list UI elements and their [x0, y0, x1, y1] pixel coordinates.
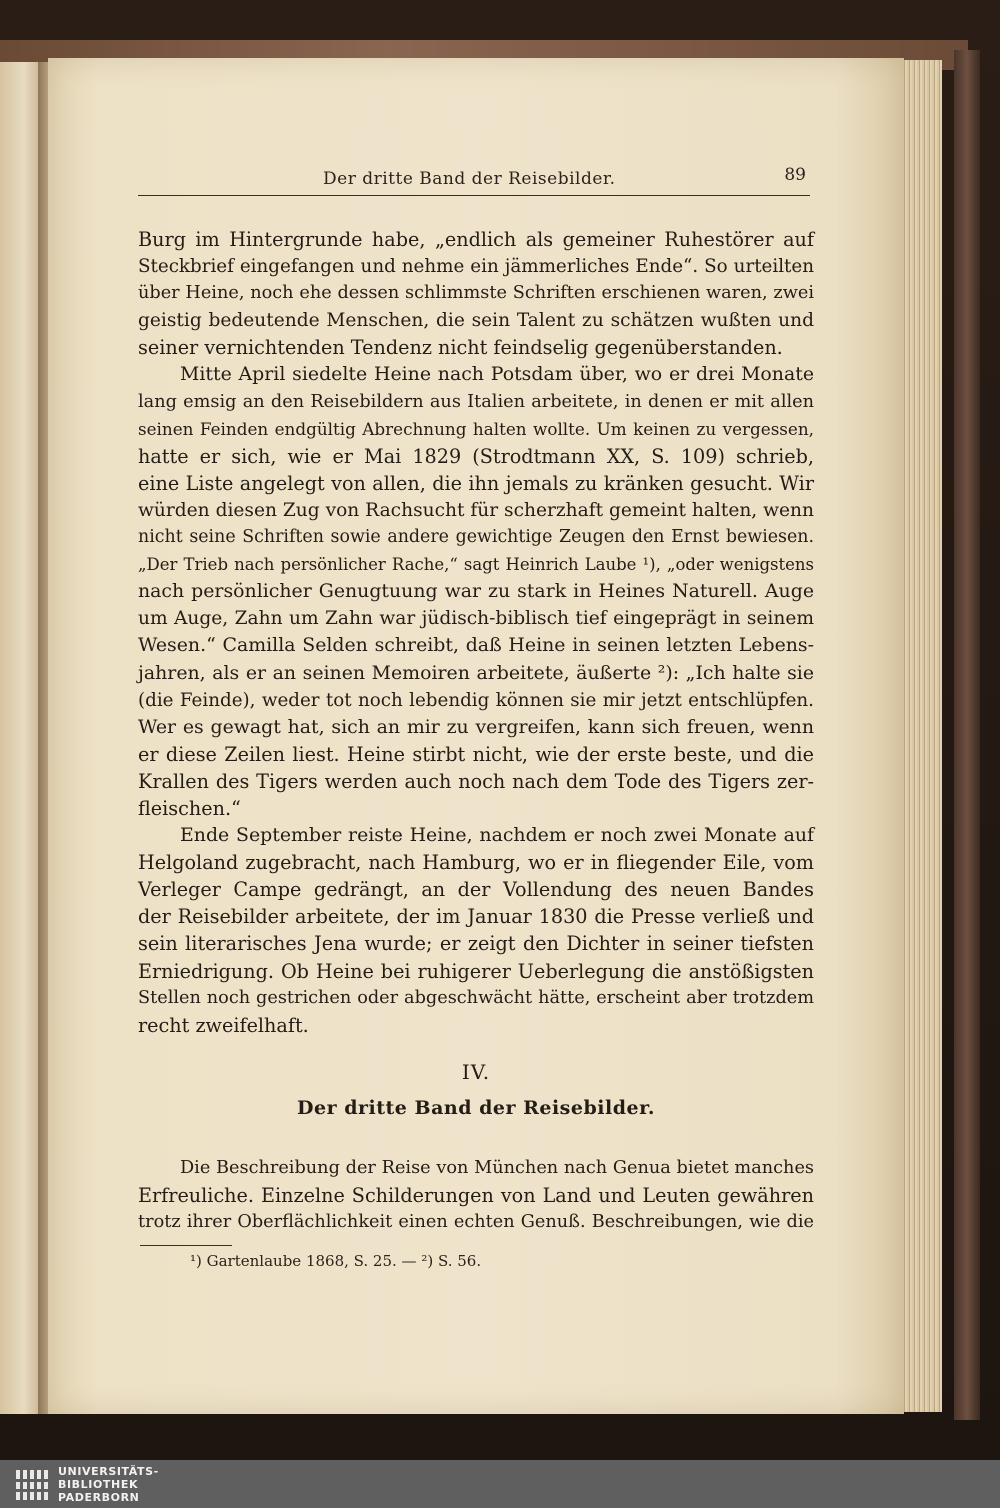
text-line: seiner vernichtenden Tendenz nicht feindselig gegenüberstanden.: [138, 336, 783, 360]
text-line: jahren, als er an seinen Memoiren arbeitete, äußerte ²): „Ich halte sie: [138, 661, 814, 684]
text-line: der Reisebilder arbeitete, der im Januar 1830 die Presse verließ und: [138, 905, 814, 929]
text-line: hatte er sich, wie er Mai 1829 (Strodtmann XX, S. 109) schrieb,: [138, 444, 814, 468]
text-line: eine Liste angelegt von allen, die ihn jemals zu kränken gesucht. Wir: [138, 471, 814, 495]
text-line: „Der Trieb nach persönlicher Rache,“ sagt Heinrich Laube ¹), „oder wenigstens: [138, 555, 814, 575]
book-cover-right-edge: [954, 50, 980, 1420]
text-line: Burg im Hintergrunde habe, „endlich als gemeiner Ruhestörer auf: [138, 228, 814, 251]
text-line: Erfreuliche. Einzelne Schilderungen von Land und Leuten gewähren: [138, 1184, 814, 1208]
library-name-line: UNIVERSITÄTS-: [58, 1465, 159, 1478]
text-line: Helgoland zugebracht, nach Hamburg, wo er in fliegender Eile, vom: [138, 851, 814, 875]
section-text-block: [138, 1155, 814, 1236]
text-line: lang emsig an den Reisebildern aus Italien arbeitete, in denen er mit allen: [138, 391, 814, 412]
text-line: nach persönlicher Genugtuung war zu stark in Heines Naturell. Auge: [138, 580, 814, 603]
text-line: um Auge, Zahn um Zahn war jüdisch-biblisch tief eingeprägt in seinem: [138, 608, 814, 630]
main-text-block: [138, 226, 814, 1039]
text-line: würden diesen Zug von Rachsucht für scherzhaft gemeint halten, wenn: [138, 499, 814, 521]
page-header: [138, 165, 810, 196]
section-numeral: IV.: [461, 1060, 491, 1084]
library-name-line: PADERBORN: [58, 1491, 140, 1504]
text-line: Wer es gewagt hat, sich an mir zu vergreifen, kann sich freuen, wenn: [138, 715, 814, 738]
text-line: Krallen des Tigers werden auch noch nach dem Tode des Tigers zer-: [138, 769, 814, 793]
text-line: Wesen.“ Camilla Selden schreibt, daß Heine in seinen letzten Lebens-: [138, 634, 814, 657]
text-line: Die Beschreibung der Reise von München nach Genua bietet manches: [180, 1158, 814, 1178]
text-line: trotz ihrer Oberflächlichkeit einen echten Genuß. Beschreibungen, wie die: [138, 1212, 814, 1233]
facing-page-edge: [0, 62, 40, 1414]
text-line: fleischen.“: [138, 796, 241, 820]
text-line: Ende September reiste Heine, nachdem er noch zwei Monate auf: [180, 824, 814, 847]
section-title: Der dritte Band der Reisebilder.: [297, 1097, 655, 1119]
running-title: Der dritte Band der Reisebilder.: [323, 169, 616, 189]
footnote: ¹) Gartenlaube 1868, S. 25. — ²) S. 56.: [190, 1252, 482, 1270]
text-line: sein literarisches Jena wurde; er zeigt den Dichter in seiner tiefsten: [138, 932, 814, 956]
text-line: Mitte April siedelte Heine nach Potsdam über, wo er drei Monate: [180, 363, 814, 386]
library-footer-bar: [0, 1460, 1000, 1508]
page-number: 89: [784, 165, 806, 185]
page-fore-edge: [902, 60, 942, 1412]
text-line: recht zweifelhaft.: [138, 1013, 309, 1037]
text-line: Erniedrigung. Ob Heine bei ruhigerer Ueberlegung die anstößigsten: [138, 959, 814, 983]
library-name-line: BIBLIOTHEK: [58, 1478, 139, 1491]
text-line: geistig bedeutende Menschen, die sein Talent zu schätzen wußten und: [138, 310, 814, 332]
text-line: nicht seine Schriften sowie andere gewichtige Zeugen den Ernst bewiesen.: [138, 527, 814, 548]
text-line: seinen Feinden endgültig Abrechnung halten wollte. Um keinen zu vergessen,: [138, 418, 814, 439]
library-logo-icon: [14, 1467, 50, 1503]
text-line: über Heine, noch ehe dessen schlimmste Schriften erschienen waren, zwei: [138, 283, 814, 304]
text-line: Verleger Campe gedrängt, an der Vollendung des neuen Bandes: [138, 878, 814, 902]
text-line: Stellen noch gestrichen oder abgeschwächt hätte, erscheint aber trotzdem: [138, 987, 814, 1008]
library-name: [58, 1465, 159, 1504]
text-line: (die Feinde), weder tot noch lebendig können sie mir jetzt entschlüpfen.: [138, 689, 814, 711]
text-line: Steckbrief eingefangen und nehme ein jämmerliches Ende“. So urteilten: [138, 256, 814, 278]
text-line: er diese Zeilen liest. Heine stirbt nicht, wie der erste beste, und die: [138, 742, 814, 766]
footnote-rule: [140, 1245, 232, 1246]
